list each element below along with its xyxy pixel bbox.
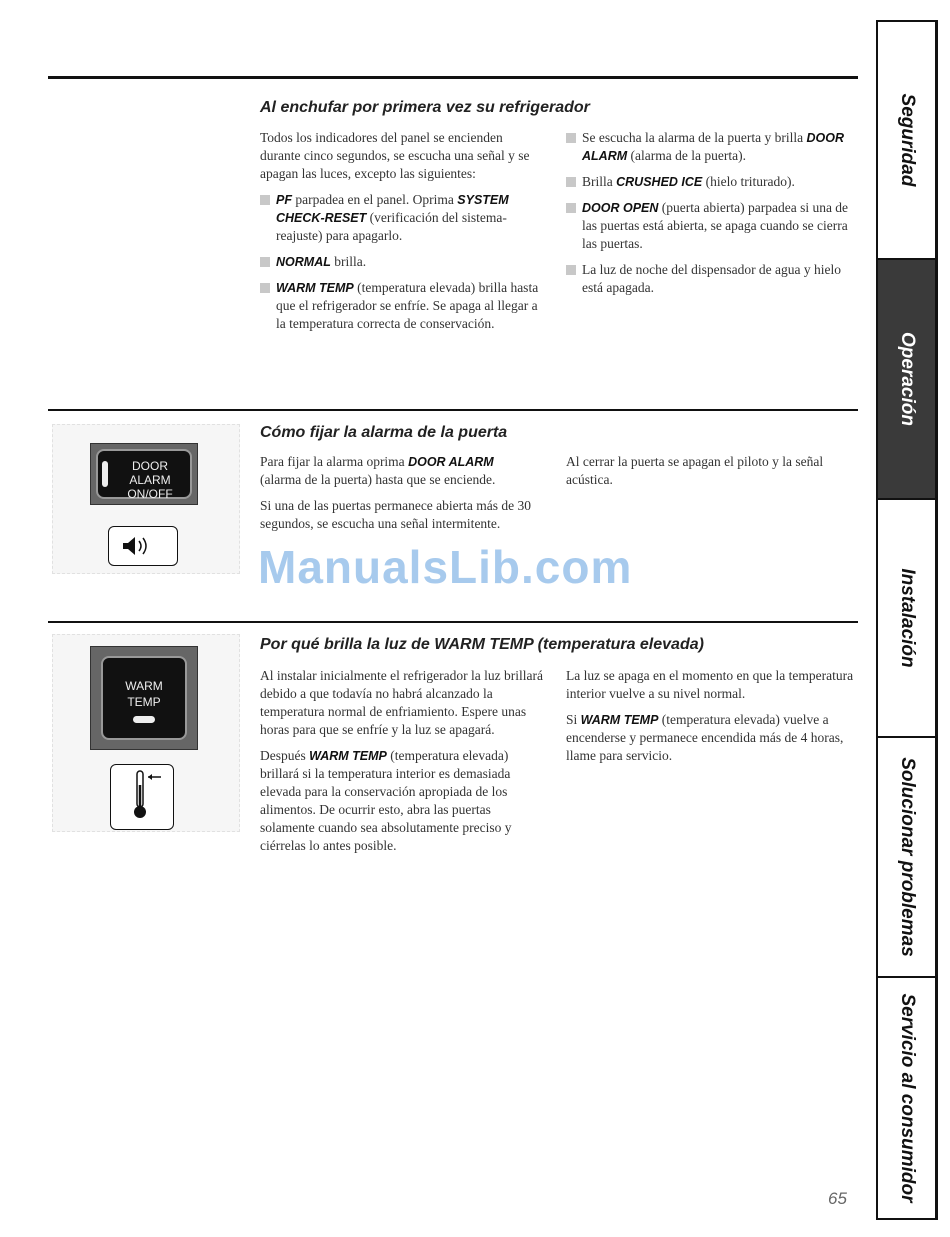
bullet-square-icon: [566, 203, 576, 213]
section2-left-column: [260, 453, 535, 541]
item-text: brilla.: [330, 254, 367, 269]
para-text: (temperatura elevada) vuelve a encenderse y permanece encendida más de 4 horas, llame para servicio.: [566, 712, 844, 763]
item-text: La luz de noche del dispensador de agua y hielo está apagada.: [582, 262, 842, 295]
indicator-light-icon: [133, 716, 155, 723]
bold-term: SYSTEM CHECK-RESET: [276, 193, 509, 225]
list-item: [260, 279, 545, 333]
bullet-square-icon: [566, 133, 576, 143]
list-item: [260, 191, 545, 245]
tab-label: Instalación: [896, 568, 918, 668]
item-text: (hielo triturado).: [702, 174, 795, 189]
tab-seguridad[interactable]: [878, 22, 935, 260]
item-text: parpadea en el panel. Oprima: [291, 192, 458, 207]
paragraph: [260, 453, 535, 489]
section3-left-column: [260, 667, 545, 863]
para-text: (temperatura elevada) brillará si la temperatura interior es demasiada elevada para la conservación apropiada de los alimentos. De ocurrir esto, abra las puertas solamente cuando sea absolutamente preciso y ciérrelas lo antes posible.: [260, 748, 512, 853]
list-item: [566, 199, 856, 253]
list-item: [566, 129, 856, 165]
section-heading: Por qué brilla la luz de WARM TEMP (temperatura elevada): [260, 636, 704, 653]
bold-term: PF: [276, 193, 292, 207]
panel-label: ON/OFF: [127, 487, 173, 501]
paragraph: Si una de las puertas permanece abierta más de 30 segundos, se escucha una señal intermitente.: [260, 498, 532, 531]
section-divider: [48, 409, 858, 411]
list-item: [566, 173, 856, 191]
paragraph: [260, 747, 545, 855]
bold-term: WARM TEMP: [580, 713, 659, 727]
warm-temp-panel: [90, 646, 198, 750]
side-tab-bar: [876, 20, 938, 1220]
panel-label: TEMP: [127, 695, 161, 709]
paragraph: La luz se apaga en el momento en que la temperatura interior vuelve a su nivel normal.: [566, 668, 854, 701]
para-text: Si: [566, 712, 581, 727]
tab-label: Seguridad: [896, 93, 918, 187]
paragraph: Al instalar inicialmente el refrigerador la luz brillará debido a que todavía no habrá alcanzado la temperatura normal de enfriamiento. Espere unas horas para que se enfríe y la luz se apagará.: [260, 668, 543, 737]
tab-solucionar-problemas[interactable]: [878, 738, 935, 978]
door-alarm-button: [96, 449, 192, 499]
section1-left-column: [260, 129, 545, 341]
bullet-square-icon: [260, 195, 270, 205]
section-heading: Al enchufar por primera vez su refrigerador: [260, 99, 590, 116]
paragraph: [566, 711, 856, 765]
speaker-icon: [109, 527, 177, 565]
item-text: (temperatura elevada) brilla hasta que el refrigerador se enfríe. Se apaga al llegar a la temperatura correcta de conservación.: [276, 280, 539, 331]
item-text: (puerta abierta) parpadea si una de las puertas está abierta, se apaga cuando se cierra las puertas.: [582, 200, 849, 251]
thermometer-icon-box: [110, 764, 174, 830]
page-number: 65: [828, 1189, 847, 1208]
para-text: Después: [260, 748, 310, 763]
list-item: [566, 261, 856, 297]
panel-label: DOOR ALARM: [129, 459, 171, 487]
item-text: (alarma de la puerta).: [627, 148, 746, 163]
bold-term: CRUSHED ICE: [616, 175, 703, 189]
section-heading: Cómo fijar la alarma de la puerta: [260, 424, 508, 441]
bullet-square-icon: [566, 177, 576, 187]
section2-right-column: [566, 453, 856, 497]
bullet-square-icon: [566, 265, 576, 275]
intro-paragraph: Todos los indicadores del panel se encienden durante cinco segundos, se escucha una señal y se apagan las luces, excepto las siguientes:: [260, 130, 530, 181]
list-item: [260, 253, 545, 271]
section3-right-column: [566, 667, 856, 773]
speaker-icon-box: [108, 526, 178, 566]
bullet-square-icon: [260, 283, 270, 293]
watermark: ManualsLib.com: [258, 541, 633, 593]
paragraph: Al cerrar la puerta se apagan el piloto y la señal acústica.: [566, 454, 824, 487]
item-text: Se escucha la alarma de la puerta y brilla: [582, 130, 807, 145]
para-text: (alarma de la puerta) hasta que se enciende.: [260, 472, 496, 487]
bullet-square-icon: [260, 257, 270, 267]
tab-servicio-al-consumidor[interactable]: [878, 978, 935, 1218]
section-divider: [48, 621, 858, 623]
tab-operacion[interactable]: [878, 260, 935, 500]
tab-instalacion[interactable]: [878, 500, 935, 738]
section1-right-column: [566, 129, 856, 305]
indicator-light-icon: [102, 461, 108, 487]
bold-term: DOOR ALARM: [582, 131, 845, 163]
tab-label: Solucionar problemas: [896, 757, 918, 957]
para-text: Para fijar la alarma oprima: [260, 454, 409, 469]
bold-term: DOOR ALARM: [408, 455, 494, 469]
bold-term: DOOR OPEN: [582, 201, 659, 215]
top-rule: [48, 76, 858, 79]
tab-label: Servicio al consumidor: [896, 993, 918, 1203]
item-text: Brilla: [582, 174, 617, 189]
warm-temp-indicator: [101, 656, 187, 740]
door-alarm-panel: [90, 443, 198, 505]
bold-term: WARM TEMP: [309, 749, 387, 763]
tab-label: Operación: [896, 332, 918, 426]
bold-term: WARM TEMP: [276, 281, 354, 295]
bold-term: NORMAL: [276, 255, 331, 269]
thermometer-icon: [111, 765, 173, 829]
item-text: (verificación del sistema-reajuste) para apagarlo.: [276, 210, 507, 243]
panel-label: WARM: [125, 679, 163, 693]
